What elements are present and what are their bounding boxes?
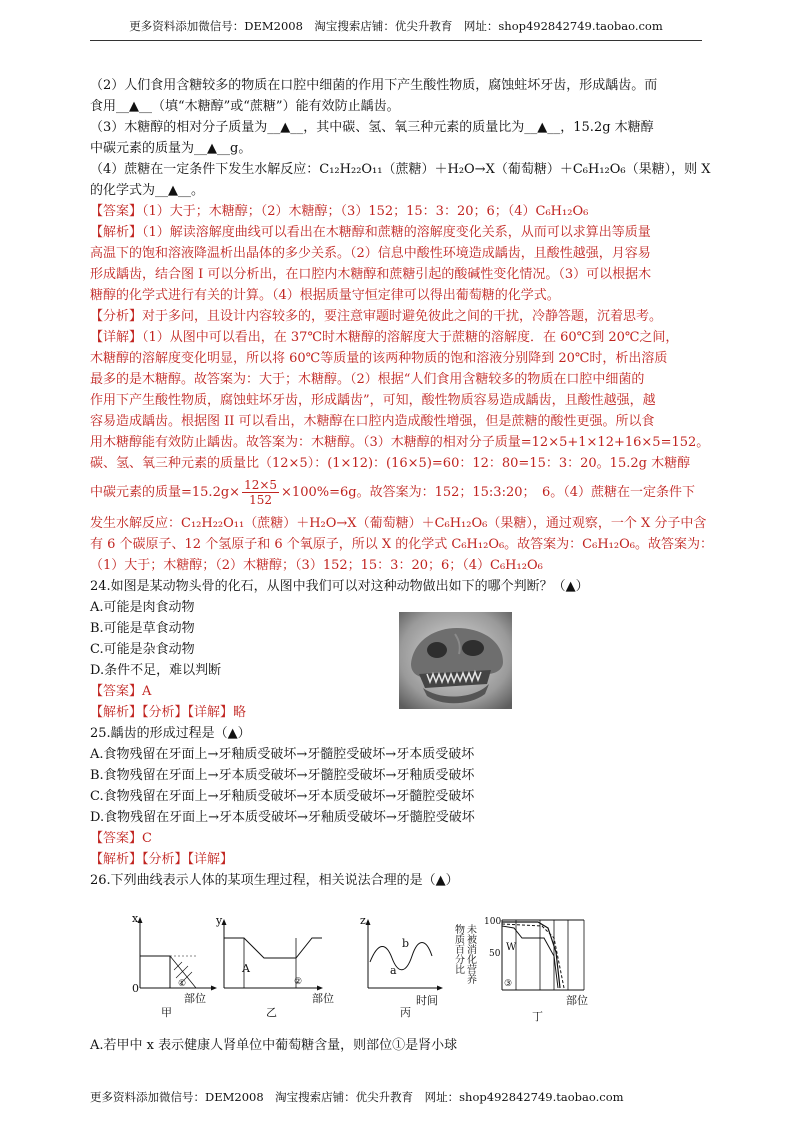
ding-top-label: 100 xyxy=(484,917,502,927)
ding-ylabel-col1: 物质百分比 xyxy=(452,924,464,974)
ding-x-label: 部位 xyxy=(566,994,588,1007)
bing-caption: 丙 xyxy=(400,1006,411,1019)
ding-w-label: W xyxy=(506,942,517,953)
formula-suffix: ×100%=6g。故答案为：152；15:3:20； 6。（4）蔗糖在一定条件下 xyxy=(281,485,696,500)
yi-marker: ② xyxy=(294,977,303,987)
jia-curve xyxy=(140,956,170,988)
ding-caption: 丁 xyxy=(532,1010,543,1023)
yi-y-label: y xyxy=(216,914,223,927)
q25-option-b: B.食物残留在牙面上→牙本质受破坏→牙髓腔受破坏→牙釉质受破坏 xyxy=(90,768,475,783)
q24-option-a: A.可能是肉食动物 xyxy=(90,600,195,615)
yi-caption: 乙 xyxy=(266,1006,277,1019)
chart-yi xyxy=(215,914,334,1019)
ding-marker: ③ xyxy=(504,979,513,989)
q24-answer: 【答案】A xyxy=(90,684,152,699)
q23-part4-line1: （4）蔗糖在一定条件下发生水解反应：C₁₂H₂₂O₁₁（蔗糖）＋H₂O→X（葡萄糖）＋C₆H₁₂O₆（果糖），则 X xyxy=(90,162,711,177)
fraction-denominator: 152 xyxy=(249,493,272,507)
q23-detail-line4: 作用下产生酸性物质，腐蚀蛀坏牙齿，形成龋齿”，可知，酸性物质容易造成龋齿，且酸性越强，越 xyxy=(90,393,656,408)
skull-fossil-image xyxy=(399,612,512,709)
q25-analysis: 【解析】【分析】【详解】 xyxy=(90,852,234,867)
fraction-numerator: 12×5 xyxy=(244,478,278,492)
jia-caption: 甲 xyxy=(161,1006,172,1019)
formula-fraction xyxy=(242,478,279,507)
q23-part2-line2: 食用__▲__（填“木糖醇”或“蔗糖”）能有效防止龋齿。 xyxy=(90,99,400,114)
q25-stem: 25.龋齿的形成过程是（▲） xyxy=(90,726,251,741)
q23-detail-line5: 容易造成龋齿。根据图 II 可以看出，木糖醇在口腔内造成酸性增强，但是蔗糖的酸性更强。所以食 xyxy=(90,414,655,429)
q23-analysis-line2: 高温下的饱和溶液降温析出晶体的多少关系。（2）信息中酸性环境造成龋齿，且酸性越强，月容易 xyxy=(90,246,651,261)
page-footer: 更多资料添加微信号：DEM2008 淘宝搜索店铺：优尖升教育 网址：shop492842749.taobao.com xyxy=(90,1090,624,1104)
q23-fenxi: 【分析】对于多问，且设计内容较多的，要注意审题时避免彼此之间的干扰，冷静答题，沉着思考。 xyxy=(90,309,663,324)
bing-x-label: 时间 xyxy=(416,994,438,1007)
q23-detail-line10: （1）大于；木糖醇；（2）木糖醇；（3）152；15：3：20；6；（4）C₆H₁₂O₆ xyxy=(90,558,543,573)
q25-answer: 【答案】C xyxy=(90,831,152,846)
q23-part3-line1: （3）木糖醇的相对分子质量为__▲__，其中碳、氢、氧三种元素的质量比为__▲__，15.2g 木糖醇 xyxy=(90,120,654,135)
q26-stem: 26.下列曲线表示人体的某项生理过程，相关说法合理的是（▲） xyxy=(90,873,459,888)
q25-option-d: D.食物残留在牙面上→牙本质受破坏→牙釉质受破坏→牙髓腔受破坏 xyxy=(90,810,475,825)
jia-x-label: 部位 xyxy=(184,992,206,1005)
chart-bing xyxy=(360,914,443,1019)
bing-y-label: z xyxy=(360,914,366,927)
q25-option-c: C.食物残留在牙面上→牙釉质受破坏→牙本质受破坏→牙髓腔受破坏 xyxy=(90,789,475,804)
yi-region: A xyxy=(242,962,250,975)
q23-part4-line2: 的化学式为__▲__。 xyxy=(90,183,204,198)
q23-detail-line1: 【详解】（1）从图中可以看出，在 37℃时木糖醇的溶解度大于蔗糖的溶解度．在 60℃到 20℃之间， xyxy=(90,330,679,345)
page-header: 更多资料添加微信号：DEM2008 淘宝搜索店铺：优尖升教育 网址：shop492842749.taobao.com xyxy=(129,19,663,33)
bing-a: a xyxy=(390,964,397,977)
q24-option-c: C.可能是杂食动物 xyxy=(90,642,195,657)
q25-option-a: A.食物残留在牙面上→牙釉质受破坏→牙髓腔受破坏→牙本质受破坏 xyxy=(90,747,475,762)
q23-detail-line9: 有 6 个碳原子、12 个氢原子和 6 个氧原子，所以 X 的化学式 C₆H₁₂O₆。故答案为：C₆H₁₂O₆。故答案为： xyxy=(90,537,713,552)
jia-y-label: x xyxy=(132,912,139,925)
yi-curve xyxy=(224,938,322,958)
header-divider xyxy=(90,40,702,41)
q23-detail-line7: 碳、氢、氧三种元素的质量比（12×5）：(1×12)：(16×5)=60：12：80=15：3：20。15.2g 木糖醇 xyxy=(90,456,691,471)
q23-detail-line2: 木糖醇的溶解度变化明显，所以将 60℃等质量的该两种物质的饱和溶液分别降到 20℃时，析出溶质 xyxy=(90,351,668,366)
formula-prefix: 中碳元素的质量=15.2g× xyxy=(90,485,241,500)
q24-analysis: 【解析】【分析】【详解】略 xyxy=(90,705,247,720)
jia-origin: 0 xyxy=(132,982,139,995)
q24-stem: 24.如图是某动物头骨的化石，从图中我们可以对这种动物做出如下的哪个判断？（▲） xyxy=(90,579,589,594)
q24-option-d: D.条件不足，难以判断 xyxy=(90,663,222,678)
jia-y-arrow xyxy=(138,917,143,923)
q23-detail-line6: 用木糖醇能有效防止龋齿。故答案为：木糖醇。（3）木糖醇的相对分子质量=12×5+1×12+16×5=152。 xyxy=(90,435,710,450)
q23-part2-line1: （2）人们食用含糖较多的物质在口腔中细菌的作用下产生酸性物质，腐蚀蛀坏牙齿，形成龋齿。而 xyxy=(90,78,658,93)
q23-detail-line8: 发生水解反应：C₁₂H₂₂O₁₁（蔗糖）＋H₂O→X（葡萄糖）＋C₆H₁₂O₆（果糖），通过观察，一个 X 分子中含 xyxy=(90,516,707,531)
q24-option-b: B.可能是草食动物 xyxy=(90,621,195,636)
ding-ylabel-col2: 未被消化营养 xyxy=(464,924,476,984)
ding-mid-label: 50 xyxy=(489,949,501,959)
q23-answer: 【答案】（1）大于；木糖醇；（2）木糖醇；（3）152；15：3：20；6；（4）C₆H₁₂O₆ xyxy=(90,204,589,219)
q23-part3-line2: 中碳元素的质量为__▲__g。 xyxy=(90,141,252,156)
q23-analysis-line3: 形成龋齿，结合图 I 可以分析出，在口腔内木糖醇和蔗糖引起的酸碱性变化情况。（3）可以根据木 xyxy=(90,267,652,282)
chart-jia xyxy=(132,912,217,1019)
q23-analysis-line1: 【解析】（1）解读溶解度曲线可以看出在木糖醇和蔗糖的溶解度变化关系，从而可以求算出等质量 xyxy=(90,225,651,240)
bing-b: b xyxy=(402,937,410,950)
q26-option-a: A.若甲中 x 表示健康人肾单位中葡萄糖含量，则部位①是肾小球 xyxy=(90,1038,458,1053)
q23-detail-line3: 最多的是木糖醇。故答案为：大于；木糖醇。（2）根据“人们食用含糖较多的物质在口腔中细菌的 xyxy=(90,372,645,387)
bing-curve xyxy=(370,943,432,970)
chart-ding xyxy=(453,917,589,1023)
q26-curve-figures xyxy=(118,912,602,1024)
q23-analysis-line4: 糖醇的化学式进行有关的计算。（4）根据质量守恒定律可以得出葡萄糖的化学式。 xyxy=(90,288,560,303)
yi-x-label: 部位 xyxy=(312,992,334,1005)
q23-formula-line xyxy=(90,476,695,510)
jia-marker: ① xyxy=(178,979,187,989)
jia-x-arrow xyxy=(211,986,217,991)
